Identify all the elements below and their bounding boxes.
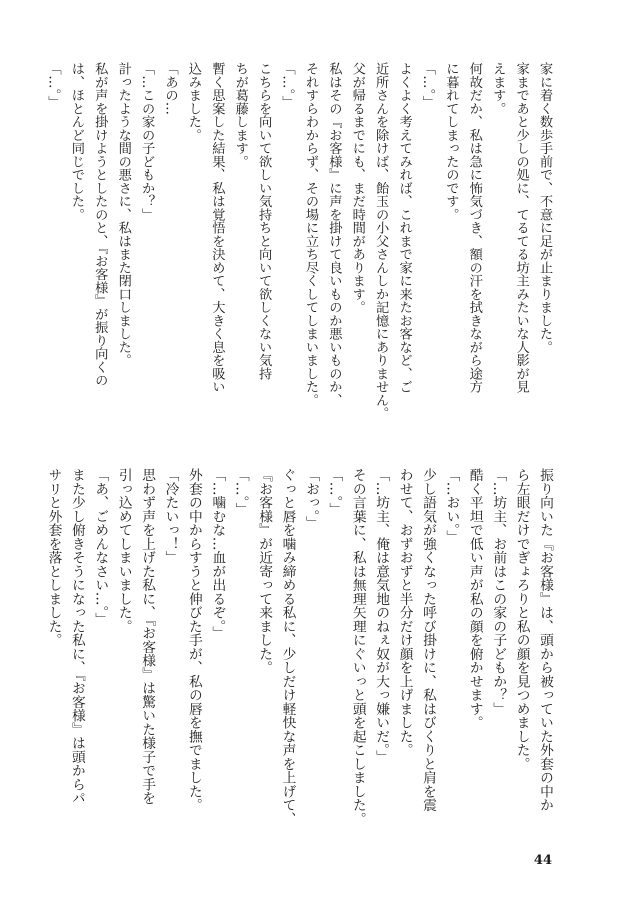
text-line: 「…この家の子どもか？」 <box>139 62 155 221</box>
text-line: わせて、おずおずと半分だけ顔を上げました。 <box>396 468 413 757</box>
text-line: その言葉に、私は無理矢理にぐいっと頭を起こしました。 <box>349 468 366 826</box>
text-line: 家に着く数歩手前で、不意に足が止まりました。 <box>537 62 552 354</box>
text-line: 「…噛むな…血が出るぞ。」 <box>209 468 226 640</box>
text-line: 「あ、ごめんなさい…。」 <box>92 468 109 627</box>
text-line: 酷く平坦で低い声が私の顔を俯かせます。 <box>466 468 483 730</box>
text-line: 近所さんを除けば、飴玉の小父さんしか記憶にありません。 <box>373 62 389 420</box>
text-line: 込みました。 <box>185 62 201 142</box>
text-line: 「…。」 <box>232 468 249 517</box>
text-line: えます。 <box>490 62 506 115</box>
text-line: 「おっ。」 <box>302 468 319 530</box>
text-line: よくよく考えてみれば、これまで家に来たお客など、ご <box>396 62 412 394</box>
text-line: 「…。」 <box>326 468 343 517</box>
text-line: 「…坊主、俺は意気地のねぇ奴が大っ嫌いだ。」 <box>373 468 390 764</box>
text-line: また少し俯きそうになった私に、『お客様』は頭からパ <box>68 468 85 805</box>
lower-text-block <box>45 468 556 830</box>
text-line: 外套の中からすうと伸びた手が、私の唇を撫でました。 <box>185 468 202 812</box>
upper-text-block <box>45 62 556 424</box>
text-line: 少し語気が強くなった呼び掛けに、私はびくりと肩を震 <box>419 468 436 812</box>
page-number: 44 <box>533 853 552 868</box>
text-line: 『お客様』が近寄って来ました。 <box>256 468 273 675</box>
text-line: 私はその『お客様』に声を掛けて良いものか悪いものか、 <box>326 62 342 407</box>
text-line: 何故だか、私は急に怖気づき、額の汗を拭きながら途方 <box>466 62 482 394</box>
text-line: に暮れてしまったのです。 <box>443 62 459 221</box>
text-line: 「…。」 <box>419 62 435 109</box>
text-line: ちが葛藤します。 <box>232 62 248 168</box>
text-line: こちらを向いて欲しい気持ちと向いて欲しくない気持 <box>256 62 272 380</box>
text-line: ら左眼だけでぎょろりと私の顔を見つめました。 <box>513 468 530 771</box>
text-line: 計ったような間の悪さに、私はまた閉口しました。 <box>115 62 131 367</box>
text-line: 引っ込めてしまいました。 <box>115 468 132 633</box>
text-line: サリと外套を落としました。 <box>45 468 62 647</box>
text-line: 思わず声を上げた私に、『お客様』は驚いた様子で手を <box>139 468 156 805</box>
text-line: 「…おい。」 <box>443 468 460 544</box>
text-line: 暫く思案した結果、私は覚悟を決めて、大きく息を吸い <box>209 62 225 394</box>
text-line: 「冷たいっ！」 <box>162 468 179 565</box>
text-line: 「…坊主、お前はこの家の子どもか？」 <box>490 468 507 716</box>
text-line: 振り向いた『お客様』は、頭から被っていた外套の中か <box>537 468 553 812</box>
text-line: 父が帰るまでにも、まだ時間があります。 <box>349 62 365 314</box>
text-line: 家まであと少しの処に、てるてる坊主みたいな人影が見 <box>513 62 529 394</box>
text-line: ぐっと唇を噛み締める私に、少しだけ軽快な声を上げて、 <box>279 468 296 826</box>
text-line: 「…。」 <box>279 62 295 109</box>
text-line: 「…。」 <box>45 62 61 109</box>
text-line: 私が声を掛けようとしたのと、『お客様』が振り向くの <box>92 62 108 387</box>
text-line: それすらわからず、その場に立ち尽くしてしまいました。 <box>302 62 318 407</box>
text-line: は、ほとんど同じでした。 <box>68 62 84 221</box>
text-line: 「あの… <box>162 62 178 115</box>
